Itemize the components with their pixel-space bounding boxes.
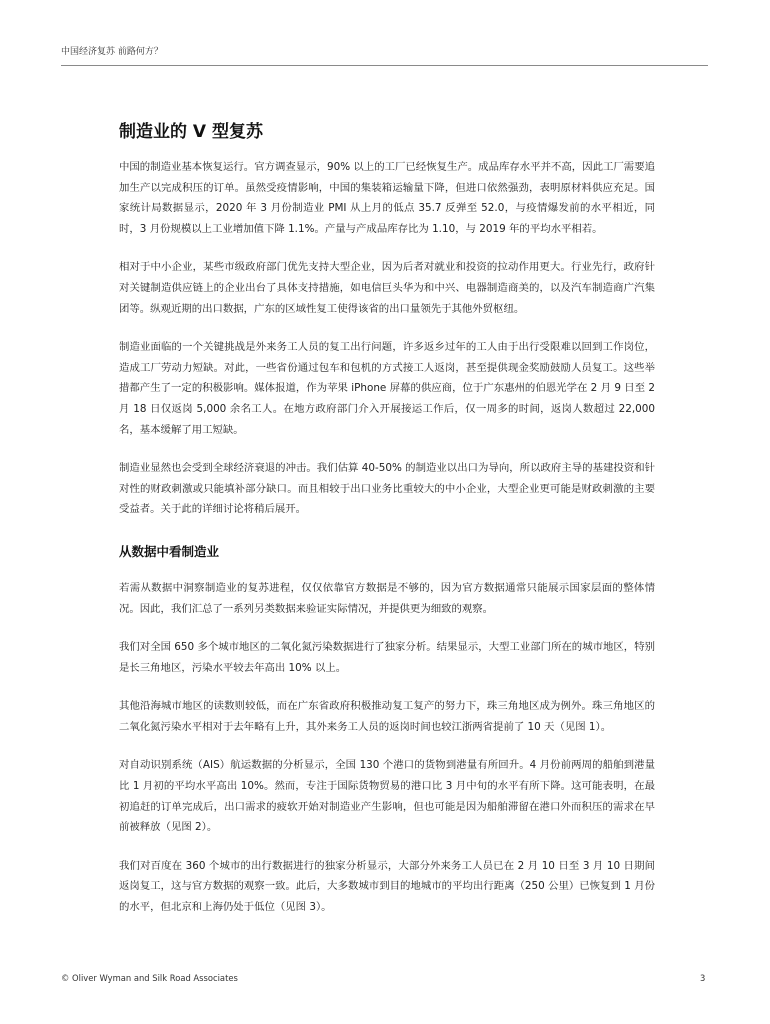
- page-number: 3: [700, 973, 706, 983]
- paragraph: 我们对百度在 360 个城市的出行数据进行的独家分析显示，大部分外来务工人员已在 2 月 10 日至 3 月 10 日期间返岗复工，这与官方数据的观察一致。此后，大多数城市到目的地城市的平均出行距离（250 公里）已恢复到 1 月份的水平，但北京和上海仍处于低位（见图 3）。: [119, 859, 655, 914]
- paragraph: 我们对全国 650 多个城市地区的二氧化氮污染数据进行了独家分析。结果显示，大型工业部门所在的城市地区，特别是长三角地区，污染水平较去年高出 10% 以上。: [119, 641, 655, 674]
- main-content: [119, 117, 655, 936]
- footer-copyright: © Oliver Wyman and Silk Road Associates: [61, 973, 238, 983]
- section-title-manufacturing-v-recovery: 制造业的 V 型复苏: [119, 122, 263, 142]
- paragraph: 对自动识别系统（AIS）航运数据的分析显示，全国 130 个港口的货物到港量有所回升。4 月份前两周的船舶到港量比 1 月初的平均水平高出 10%。然而，专注于国际货物贸易的港口比 3 月中旬的水平有所下降。这可能表明，在最初追赶的订单完成后，出口需求的疲软开始对制造业产生影响，但也可能是因为船舶滞留在港口外而积压的需求在早前被释放（见图 2）。: [119, 759, 655, 834]
- paragraph: 制造业显然也会受到全球经济衰退的冲击。我们估算 40-50% 的制造业以出口为导向，所以政府主导的基建投资和针对性的财政刺激或只能填补部分缺口。而且相较于出口业务比重较大的中小企业，大型企业更可能是财政刺激的主要受益者。关于此的详细讨论将稍后展开。: [119, 462, 655, 516]
- paragraph: 其他沿海城市地区的读数则较低，而在广东省政府积极推动复工复产的努力下，珠三角地区成为例外。珠三角地区的二氧化氮污染水平相对于去年略有上升，其外来务工人员的返岗时间也较江浙两省提前了 10 天（见图 1）。: [119, 700, 655, 733]
- paragraph: 若需从数据中洞察制造业的复苏进程，仅仅依靠官方数据是不够的，因为官方数据通常只能展示国家层面的整体情况。因此，我们汇总了一系列另类数据来验证实际情况，并提供更为细致的观察。: [119, 581, 655, 615]
- header-divider: [61, 65, 708, 66]
- paragraph: 制造业面临的一个关键挑战是外来务工人员的复工出行问题，许多返乡过年的工人由于出行受限难以回到工作岗位，造成工厂劳动力短缺。对此，一些省份通过包车和包机的方式接工人返岗，甚至提供现金奖励鼓励人员复工。这些举措都产生了一定的积极影响。媒体报道，作为苹果 iPhone 屏幕的供应商，位于广东惠州的伯恩光学在 2 月 9 日至 2 月 18 日仅返岗 5,000 余名工人。在地方政府部门介入开展接运工作后，仅一周多的时间，返岗人数超过 22,000 名，基本缓解了用工短缺。: [119, 341, 655, 436]
- paragraph: 中国的制造业基本恢复运行。官方调查显示，90% 以上的工厂已经恢复生产。成品库存水平并不高，因此工厂需要追加生产以完成积压的订单。虽然受疫情影响，中国的集装箱运输量下降，但进口依然强劲，表明原材料供应充足。国家统计局数据显示，2020 年 3 月份制造业 PMI 从上月的低点 35.7 反弹至 52.0，与疫情爆发前的水平相近，同时，3 月份规模以上工业增加值下降 1.1%。产量与产成品库存比为 1.10，与 2019 年的平均水平相若。: [119, 161, 655, 235]
- section-title-data-view: 从数据中看制造业: [119, 543, 220, 559]
- running-header-title: 中国经济复苏 前路何方？: [61, 47, 163, 57]
- paragraph: 相对于中小企业，某些市级政府部门优先支持大型企业，因为后者对就业和投资的拉动作用更大。行业先行，政府针对关键制造供应链上的企业出台了具体支持措施，如电信巨头华为和中兴、电器制造商美的，以及汽车制造商广汽集团等。纵观近期的出口数据，广东的区域性复工使得该省的出口量领先于其他外贸枢纽。: [119, 261, 655, 315]
